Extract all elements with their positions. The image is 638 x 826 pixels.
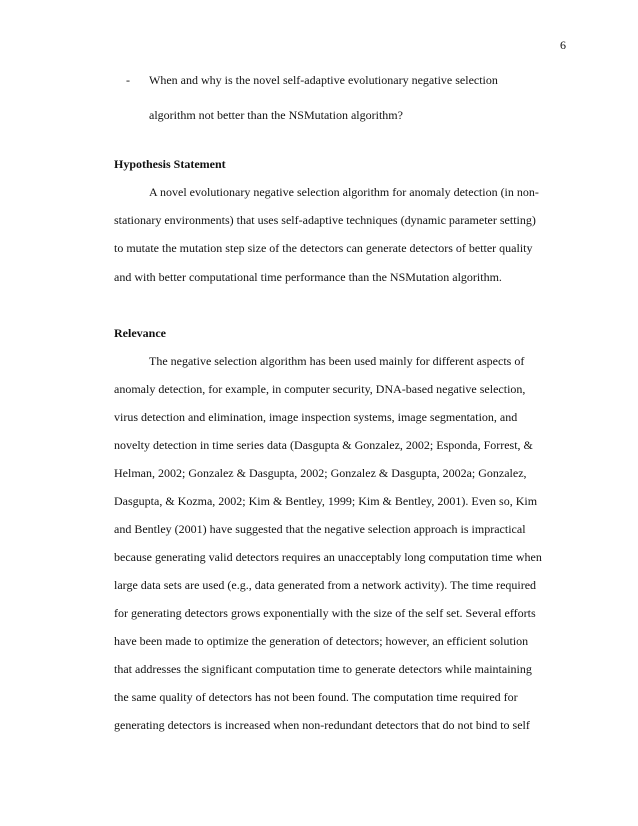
relevance-line: for generating detectors grows exponentially with the size of the self set. Several efforts	[114, 606, 536, 620]
relevance-line: large data sets are used (e.g., data generated from a network activity). The time required	[114, 578, 537, 592]
relevance-line: have been made to optimize the generation of detectors; however, an efficient solution	[114, 634, 529, 648]
hypothesis-line: A novel evolutionary negative selection algorithm for anomaly detection (in non-	[149, 185, 539, 199]
relevance-line: the same quality of detectors has not been found. The computation time required for	[114, 690, 518, 704]
relevance-line: Dasgupta, & Kozma, 2002; Kim & Bentley, 1999; Kim & Bentley, 2001). Even so, Kim	[114, 494, 538, 508]
relevance-line: because generating valid detectors requires an unacceptably long computation time when	[114, 550, 542, 564]
relevance-line: anomaly detection, for example, in computer security, DNA-based negative selection,	[114, 382, 526, 396]
relevance-heading: Relevance	[114, 326, 166, 340]
relevance-line: and Bentley (2001) have suggested that the negative selection approach is impractical	[114, 522, 526, 536]
hypothesis-line: and with better computational time performance than the NSMutation algorithm.	[114, 270, 502, 284]
relevance-line: Helman, 2002; Gonzalez & Dasgupta, 2002; Gonzalez & Dasgupta, 2002a; Gonzalez,	[114, 466, 527, 480]
bullet-line: When and why is the novel self-adaptive evolutionary negative selection	[149, 73, 498, 87]
relevance-line: that addresses the significant computation time to generate detectors while maintaining	[114, 662, 532, 676]
relevance-line: The negative selection algorithm has been used mainly for different aspects of	[149, 354, 525, 368]
page-number: 6	[560, 38, 566, 52]
relevance-line: virus detection and elimination, image inspection systems, image segmentation, and	[114, 410, 518, 424]
hypothesis-line: stationary environments) that uses self-adaptive techniques (dynamic parameter setting)	[114, 213, 536, 227]
hypothesis-line: to mutate the mutation step size of the detectors can generate detectors of better quality	[114, 241, 533, 255]
relevance-line: novelty detection in time series data (Dasgupta & Gonzalez, 2002; Esponda, Forrest, &	[114, 438, 533, 452]
hypothesis-heading: Hypothesis Statement	[114, 157, 226, 171]
bullet-line: algorithm not better than the NSMutation algorithm?	[149, 108, 403, 122]
bullet-dash: -	[126, 73, 130, 87]
relevance-line: generating detectors is increased when non-redundant detectors that do not bind to self	[114, 718, 530, 732]
